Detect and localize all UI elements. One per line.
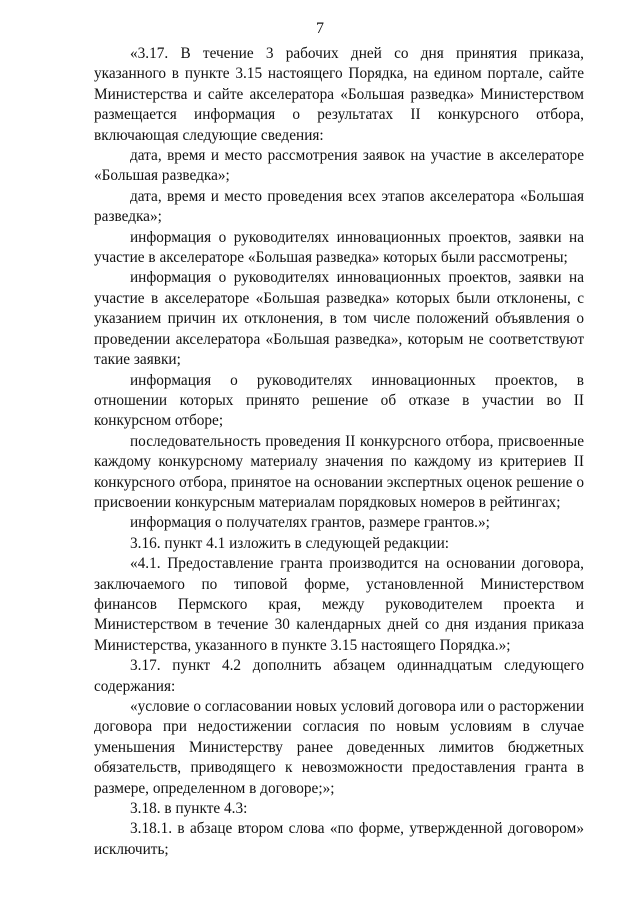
paragraph-3-18-1: 3.18.1. в абзаце втором слова «по форме, утвержденной договором» исключить; <box>94 820 584 858</box>
page-number: 7 <box>316 20 324 37</box>
paragraph-3-16: 3.16. пункт 4.1 изложить в следующей редакции: <box>130 534 450 552</box>
paragraph-grant-recipients: информация о получателях грантов, размере грантов.»; <box>130 514 490 532</box>
paragraph-review-date: дата, время и место рассмотрения заявок на участие в акселераторе «Большая разведка»; <box>94 147 584 185</box>
paragraph-rejected-applications: информация о руководителях инновационных проектов, заявки на участие в акселераторе «Большая разведка» которых были отклонены, с указанием причин их отклонения, в том числе положений объявления о проведении акселератора «Большая разведка», которым не соответствуют такие заявки; <box>94 269 584 369</box>
paragraph-stages-date: дата, время и место проведения всех этапов акселератора «Большая разведка»; <box>94 187 584 226</box>
paragraph-contract-condition: «условие о согласовании новых условий договора или о расторжении договора при недостижении согласия по новым условиям в случае уменьшения Министерству ранее доведенных лимитов бюджетных обязательств, приводящего к невозможности предоставления гранта в размере, определенном в договоре;»; <box>94 698 584 797</box>
paragraph-refused-participation: информация о руководителях инновационных проектов, в отношении которых принято решение об отказе в участии во II конкурсном отборе; <box>94 371 584 430</box>
document-body <box>94 44 584 860</box>
paragraph-3-18: 3.18. в пункте 4.3: <box>130 800 248 818</box>
paragraph-4-1: «4.1. Предоставление гранта производится на основании договора, заключаемого по типовой форме, установленной Министерством финансов Пермского края, между руководителем проекта и Министерством в течение 30 календарных дней со дня издания приказа Министерства, указанного в пункте 3.15 настоящего Порядка.»; <box>94 555 584 654</box>
paragraph-reviewed-applications: информация о руководителях инновационных проектов, заявки на участие в акселераторе «Большая разведка» которых были рассмотрены; <box>94 228 584 267</box>
paragraph-selection-sequence: последовательность проведения II конкурсного отбора, присвоенные каждому конкурсному материалу значения по каждому из критериев II конкурсного отбора, принятое на основании экспертных оценок решение о присвоении конкурсным материалам порядковых номеров в рейтингах; <box>94 432 584 511</box>
paragraph-3-17-heading: «3.17. В течение 3 рабочих дней со дня принятия приказа, указанного в пункте 3.15 настоящего Порядка, на едином портале, сайте Министерства и сайте акселератора «Большая разведка» Министерством размещается информация о результатах II конкурсного отбора, включающая следующие сведения: <box>94 45 584 144</box>
paragraph-3-17: 3.17. пункт 4.2 дополнить абзацем одиннадцатым следующего содержания: <box>94 657 584 695</box>
